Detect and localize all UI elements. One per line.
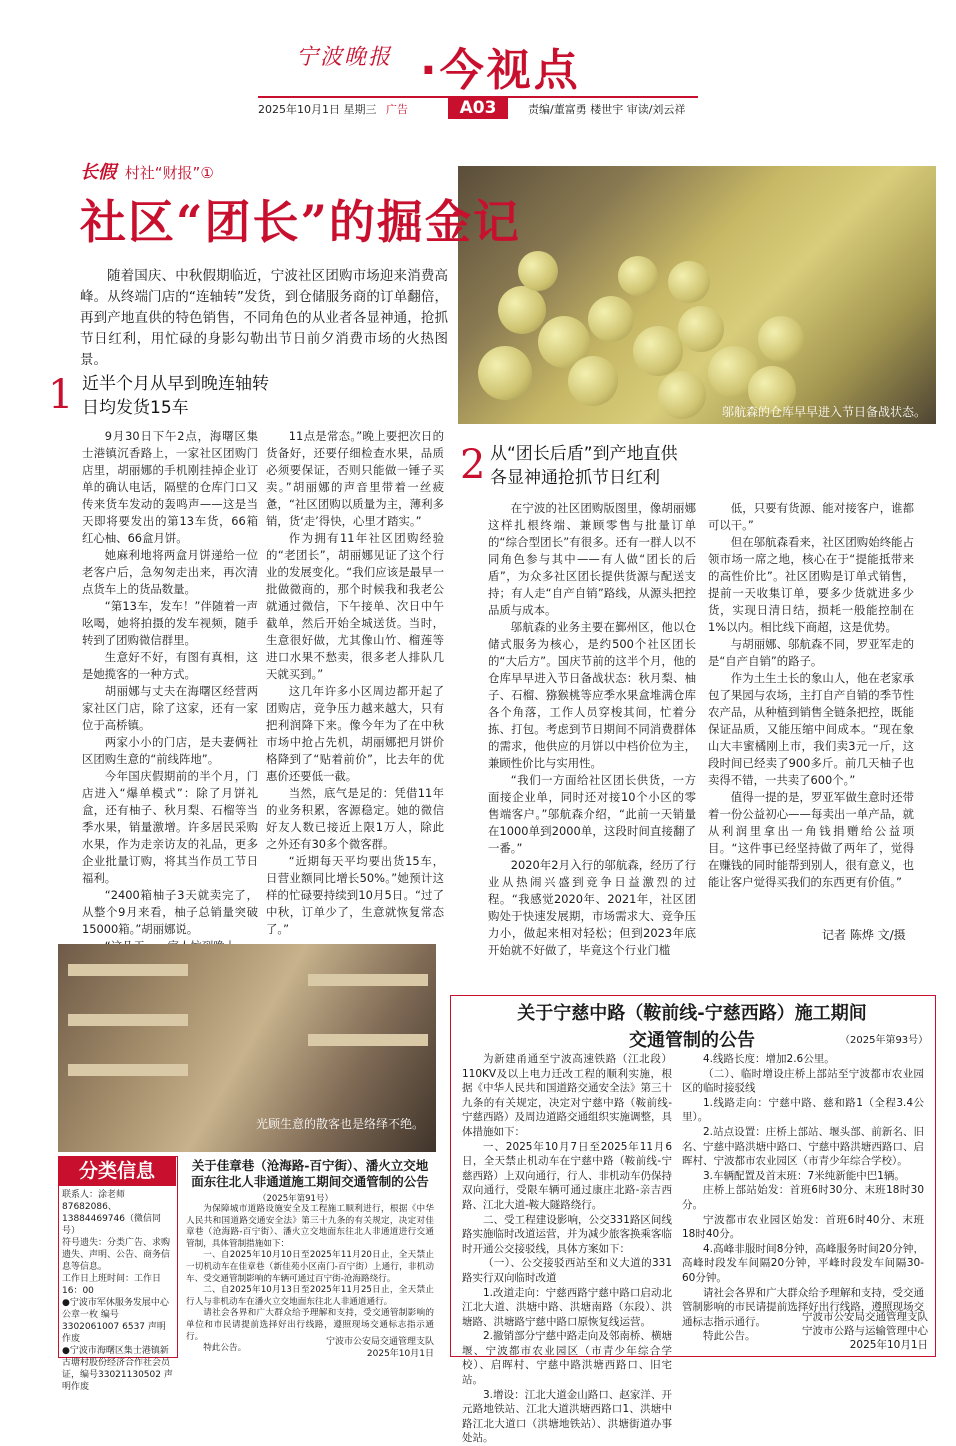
- notice2-title: 关于佳章巷（沧海路-百宁街）、潘火立交地面东往北人非通道施工期间交通管制的公告: [191, 1158, 429, 1189]
- article-paragraph: 与胡丽娜、邬航森不同，罗亚军走的是“自产自销”的路子。: [708, 637, 914, 668]
- newspaper-logo: 宁波晚报: [296, 45, 393, 70]
- article-paragraph: 11点是常态。”晚上要把次日的货备好，还要仔细检查水果，品质必须要保证，否则只能做一锤子买卖。”胡丽娜的声音里带着一丝疲惫，“社区团购以质量为主，薄利多销，货‘走’得快，心里才踏实。”: [266, 429, 444, 528]
- notice-paragraph: 二、受工程建设影响，公交331路区间线路实施临时改道运营，并为减少旅客换乘客临时开通公交接驳线，具体方案如下：: [462, 1213, 672, 1255]
- notice-column-2: [682, 1052, 924, 1344]
- classifieds-line: 符号遗失：分类广告、求购遗失、声明、公告、商务信息等信息。: [62, 1238, 171, 1272]
- notice-paragraph: （一）、公交接驳西站至和义大道的331路实行双向临时改道: [462, 1257, 672, 1284]
- photo-caption: 邬航森的仓库早早进入节日备战状态。: [721, 405, 926, 419]
- notice-paragraph: 宁波都市农业园区始发：首班6时40分、末班18时40分。: [682, 1213, 924, 1241]
- article-paragraph: 当然，底气是足的：凭借11年的业务积累，客源稳定。她的微信好友人数已接近上限1万人，除此之外还有30多个微客群。: [266, 786, 444, 851]
- section-2-number: 2: [460, 442, 486, 488]
- notice-title-line1: 关于宁慈中路（鞍前线-宁慈西路）施工期间: [517, 1003, 867, 1024]
- article-paragraph: 胡丽娜与丈夫在海曙区经营两家社区门店，除了这家，还有一家位于高桥镇。: [82, 684, 258, 732]
- section-2-title-line1: 从“团长后盾”到产地直供: [490, 444, 678, 464]
- notice-paragraph: 2.站点设置：庄桥上部站、堰头部、前新名、旧名、宁慈中路洪塘中路口、宁慈中路洪塘西路口、启晖村、宁波都市农业园区（市青少年综合学校）。: [682, 1125, 924, 1168]
- notice-signer-2: 宁波市公路与运输管理中心: [802, 1325, 928, 1337]
- notice-number: （2025年第93号）: [840, 1035, 929, 1046]
- notice-paragraph: （二）、临时增设庄桥上部站至宁波都市农业园区的临时接驳线: [682, 1067, 924, 1095]
- classifieds-line: ●宁波市海曙区集士港镇新古塘村股份经济合作社会员证，编号33021130502 声明作废: [62, 1346, 173, 1392]
- section-2-title-line2: 各显神通抢抓节日红利: [490, 468, 660, 488]
- notice-paragraph: 1.线路走向：宁慈中路、慈和路1（全程3.4公里）。: [682, 1096, 924, 1124]
- notice-signature: [748, 1310, 928, 1352]
- section-1-number: 1: [48, 372, 74, 418]
- article-paragraph: “第13车，发车！”伴随着一声吆喝，她将拍摄的发车视频，随手转到了团购微信群里。: [82, 599, 258, 647]
- dateline: [258, 101, 408, 117]
- article-paragraph: 邬航森的业务主要在鄞州区，他以仓储式服务为核心，是约500个社区团长的“大后方”。国庆节前的这半个月，他的仓库早早进入节日备战状态：秋月梨、柚子、石榴、猕猴桃等应季水果盒堆满仓库各个角落，工作人员穿梭其间，忙着分拣、打包。考虑到节日期间不同消费群体的需求，他供应的月饼以中档价位为主，兼顾性价比与实用性。: [488, 620, 696, 770]
- notice-column-1: [462, 1052, 672, 1446]
- classifieds-title: 分类信息: [58, 1156, 176, 1186]
- article-paragraph: 9月30日下午2点，海曙区集士港镇沉香路上，一家社区团购门店里，胡丽娜的手机刚挂掉企业订单的确认电话，隔壁的仓库门口又传来货车发动的轰鸣声——这是当天即将要发出的第13车货，66箱红心柚、66盒月饼。: [82, 429, 258, 545]
- section-1-heading: [82, 372, 269, 420]
- article-paragraph: 值得一提的是，罗亚军做生意时还带着一份公益初心——每卖出一单产品，就从利润里拿出一角钱捐赠给公益项目。“这件事已经坚持做了两年了，觉得在赚钱的同时能帮到别人，很有意义，也能让客户觉得买我们的东西更有价值。”: [708, 790, 914, 889]
- notice-title-line2: 交通管制的公告: [629, 1030, 755, 1051]
- article-column-3: [488, 500, 696, 959]
- section-title: ·今视点: [420, 45, 581, 96]
- article-column-2: [266, 428, 444, 938]
- notice2-paragraph: 一、自2025年10月10日至2025年11月20日止，全天禁止一切机动车在佳章巷（新佳苑小区南门-百宁街）上通行，非机动车、受交通管制影响的车辆可通过百宁街-沧海路绕行。: [186, 1250, 434, 1284]
- section-1-title-line2: 日均发货15车: [82, 398, 189, 418]
- article-paragraph: 但在邬航森看来，社区团购始终能占领市场一席之地，核心在于“提能抵带来的高性价比”。社区团购是订单式销售，提前一天收集订单，要多少货就进多少货，实现日清日结，损耗一般能控制在1%以内。相比线下商超，这是优势。: [708, 535, 914, 634]
- classifieds-body: [62, 1189, 174, 1393]
- notice-paragraph: 庄桥上部站始发：首班6时30分、末班18时30分。: [682, 1184, 924, 1211]
- photo2-caption: 光顾生意的散客也是络绎不绝。: [256, 1117, 425, 1131]
- article-paragraph: 作为土生土长的象山人，他在老家承包了果园与农场，主打自产自销的季节性农产品，从种植到销售全链条把控，既能保证品质，又能压缩中间成本。“现在象山大丰蜜橘刚上市，我们卖3元一斤，这段时间已经卖了900多斤。前几天柚子也卖得不错，一共卖了600个。”: [708, 671, 914, 787]
- classifieds-line: 联系人：涂老师87682086、13884469746（微信同号）: [62, 1190, 161, 1236]
- lede-paragraph: 随着国庆、中秋假期临近，宁波社区团购市场迎来消费高峰。从终端门店的“连轴转”发货，到仓储服务商的订单翻倍，再到产地直供的特色销售，不同角色的从业者各显神通，抢抓节日红利，用忙碌的身影勾勒出节日前夕消费市场的火热图景。: [80, 268, 448, 368]
- article-paragraph: 2020年2月入行的邬航森，经历了行业从热闹兴盛到竞争日益激烈的过程。“我感觉2020年、2021年，社区团购处于快速发展期，市场需求大、竞争压力小，做起来相对轻松；但到2023年底开始就不好做了，毕竟这个行业门槛: [488, 858, 696, 957]
- notice-paragraph: 4.高峰非服时间8分钟，高峰服务时间20分钟，高峰时段发车间隔20分钟，平峰时段发车间隔30-60分钟。: [682, 1242, 924, 1284]
- notice-paragraph: 3.车辆配置及首末班：7米纯新能中巴1辆。: [703, 1169, 905, 1182]
- classifieds-line: 工作日上班时间：工作日16：00: [62, 1274, 162, 1296]
- article-paragraph: 作为拥有11年社区团购经验的“老团长”，胡丽娜见证了这个行业的发展变化。“我们应该是最早一批做微商的，那个时候我和我老公就通过微信，下午接单、次日中午截单，然后开始全城送货。当时，生意很好做，尤其像山竹、榴莲等进口水果不愁卖，很多老人排队几天就买到。”: [266, 531, 444, 681]
- byline: 记者 陈烨 文/摄: [822, 928, 906, 942]
- ad-label: 广告: [386, 103, 408, 116]
- notice2-signer: 宁波市公安局交通管理支队: [325, 1337, 434, 1347]
- article-paragraph: 两家小小的门店，是夫妻俩社区团购生意的“前线阵地”。: [82, 735, 258, 766]
- notice-paragraph: 请社会各界和广大群众给予理解和支持，受交通管制影响的市民请提前选择好出行线路，遵照现场交通标志指示通行。: [682, 1286, 924, 1328]
- notice-paragraph: 2.撤销部分宁慈中路走向及邻南桥、横塘堰、宁波都市农业园区（市青少年综合学校）、启晖村、宁慈中路洪塘西路口、旧宅站。: [462, 1330, 672, 1387]
- kicker-main: 长假: [80, 162, 116, 183]
- store-photo: [58, 944, 436, 1152]
- editors-line: 责编/董富勇 楼世宇 审读/刘云祥: [528, 103, 686, 116]
- warehouse-photo: [458, 166, 936, 424]
- notice-paragraph: 特此公告。: [703, 1330, 756, 1343]
- section-2-heading: [490, 442, 678, 490]
- article-column-1: [82, 428, 258, 955]
- notice2-signature: [284, 1336, 434, 1360]
- notice2-date: 2025年10月1日: [366, 1349, 434, 1359]
- notice2-paragraph: 为保障城市道路设施安全及工程施工顺利进行，根据《中华人民共和国道路交通安全法》第三十九条的有关规定，决定对佳章巷（沧海路-百宁街）、潘火立交地面东往北人非通道进行交通管制，具体管制措施如下：: [186, 1204, 434, 1249]
- section-1-title-line1: 近半个月从早到晚连轴转: [82, 374, 269, 394]
- article-paragraph: 今年国庆假期前的半个月，门店进入“爆单模式”：除了月饼礼盒，还有柚子、秋月梨、石榴等当季水果，销量激增。许多居民采购水果，作为走亲访友的礼品，更多企业批量订购，将其当作员工节日福利。: [82, 769, 258, 885]
- kicker: [80, 158, 214, 184]
- notice2-paragraph: 特此公告。: [203, 1343, 247, 1354]
- article-paragraph: “我们一方面给社区团长供货，一方面接企业单，同时还对接10个小区的零售端客户。”邬航森介绍，“此前一天销量在1000单到2000单，这段时间直接翻了一番。”: [488, 773, 696, 855]
- article-paragraph: 这几年许多小区周边都开起了团购店，竞争压力越来越大，只有把利润降下来。像今年为了在中秋市场中抢占先机，胡丽娜把月饼价格降到了“贴着前价”，比去年的优惠价还要低一截。: [266, 684, 444, 783]
- notice-paragraph: 3.增设：江北大道金山路口、赵家洋、开元路地铁站、江北大道洪塘西路口1、洪塘中路江北大道口（洪塘地铁站）、洪塘街道办事处站。: [462, 1388, 672, 1445]
- notice2-paragraph: 请社会各界和广大群众给予理解和支持，受交通管制影响的单位和市民请提前选择好出行线路，遵照现场交通标志指示通行。: [186, 1308, 434, 1342]
- headline: 社区“团长”的掘金记: [80, 195, 521, 249]
- article-paragraph: “近期每天平均要出货15车，日营业额同比增长50%。”她预计这样的忙碌要持续到10月5日。“过了中秋，订单少了，生意就恢复常态了。”: [266, 854, 444, 936]
- article-paragraph: 生意好不好，有图有真相，这是她揽客的一种方式。: [82, 650, 258, 681]
- kicker-sub: 村社“财报”①: [124, 164, 214, 182]
- notice-paragraph: 4.线路长度：增加2.6公里。: [703, 1053, 835, 1065]
- notice-paragraph: 一、2025年10月7日至2025年11月6日，全天禁止机动车在宁慈中路（鞍前线-宁慈西路）上双向通行，行人、非机动车仍保持双向通行，受限车辆可通过康庄北路-亲吉西路、江北大道-鞍大隧路绕行。: [462, 1140, 672, 1211]
- notice-paragraph: 1.改道走向：宁慈西路宁慈中路口启动北江北大道、洪塘中路、洪塘南路（东段）、洪塘路、洪塘路宁慈中路口原恢复线运营。: [462, 1286, 672, 1328]
- issue-date: 2025年10月1日 星期三: [258, 103, 377, 116]
- page-number: A03: [448, 97, 508, 119]
- notice2-number: （2025年第91号）: [258, 1194, 333, 1204]
- article-column-4: [708, 500, 914, 891]
- article-paragraph: 她麻利地将两盒月饼递给一位老客户后，急匆匆走出来，再次清点货车上的货品数量。: [82, 548, 258, 596]
- notice-paragraph: 为新建甬通至宁波高速铁路（江北段）110KV及以上电力迁改工程的顺利实施，根据《中华人民共和国道路交通安全法》第三十九条的有关规定，决定对宁慈中路（鞍前线-宁慈西路）及周边道路交通组织实施调整，具体措施如下：: [462, 1053, 672, 1138]
- notice-signer-1: 宁波市公安局交通管理支队: [802, 1311, 928, 1323]
- article-paragraph: “2400箱柚子3天就卖完了，从整个9月来看，柚子总销量突破15000箱。”胡丽娜说。: [82, 888, 258, 936]
- article-paragraph: 在宁波的社区团购版图里，像胡丽娜这样扎根终端、兼顾零售与批量订单的“综合型团长”有很多。还有一群人以不同角色参与其中——有人做“团长的后盾”，为众多社区团长提供货源与配送支持；有人走“自产自销”路线，从源头把控品质与成本。: [488, 501, 696, 617]
- classifieds-line: ●宁波市军休服务发展中心公章一枚 编号3302061007 6537 声明作废: [62, 1298, 169, 1344]
- notice2-paragraph: 二、自2025年10月13日至2025年11月25日止，全天禁止行人与非机动车在潘火立交地面东往北人非通道通行。: [186, 1285, 434, 1307]
- notice-date: 2025年10月1日: [849, 1339, 928, 1351]
- article-paragraph: 低，只要有货源、能对接客户，谁都可以干。”: [708, 501, 914, 532]
- notice2-body: [186, 1204, 434, 1355]
